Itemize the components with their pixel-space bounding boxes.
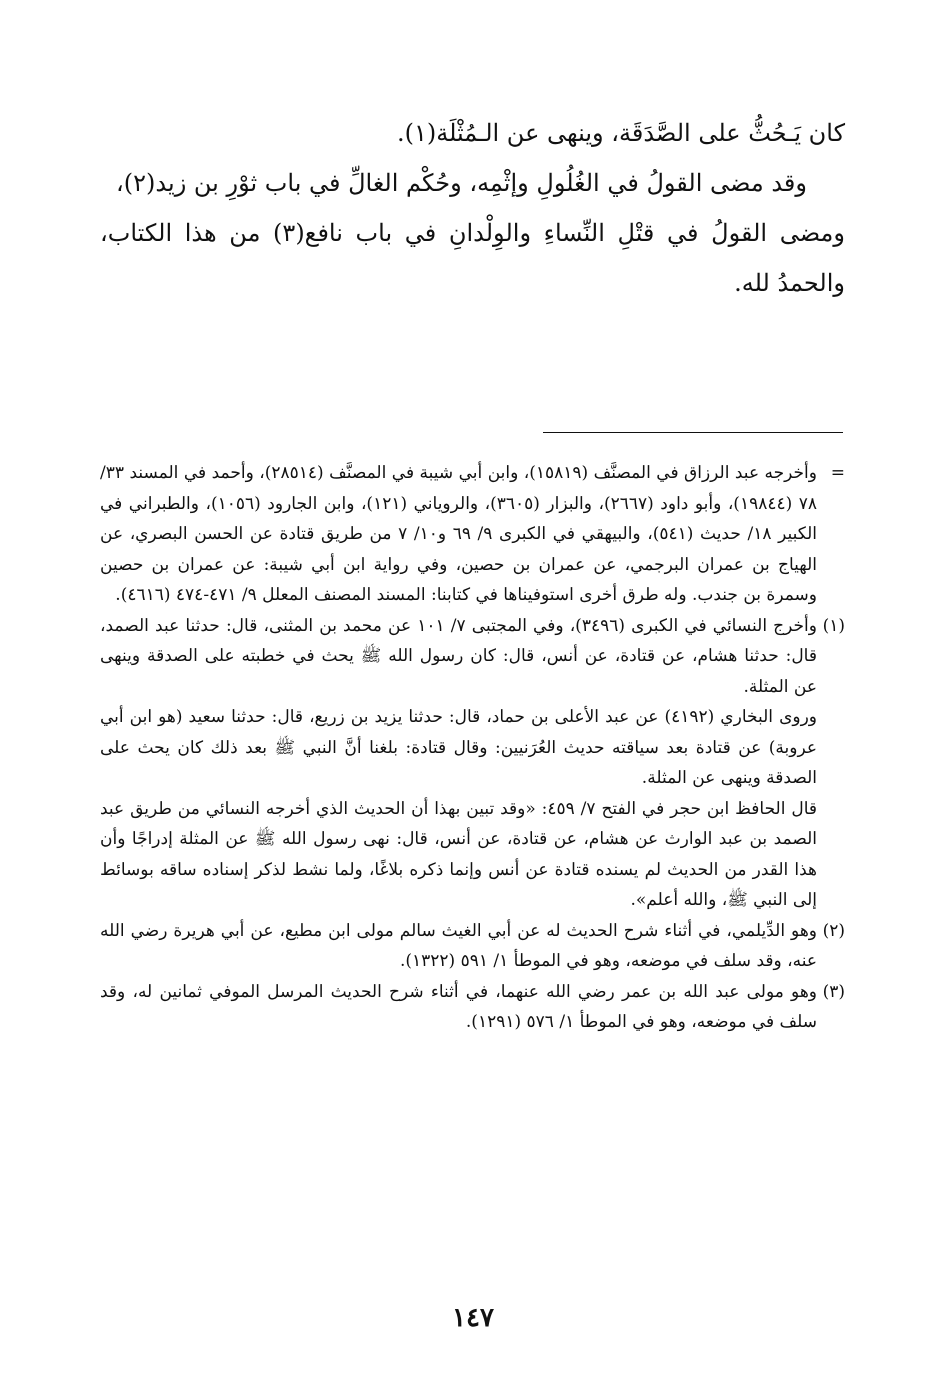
footnote-text: وأخرجه عبد الرزاق في المصنَّف (١٥٨١٩)، وابن أبي شيبة في المصنَّف (٢٨٥١٤)، وأحمد في المسند ٣٣/ ٧٨ (١٩٨٤٤)، وأبو داود (٢٦٦٧)، والبزار (٣٦٠٥)، والروياني (١٢١)، وابن الجارود (١٠٥٦)، والطبراني في الكبير ١٨/ حديث (٥٤١)، والبيهقي في الكبرى ٩/ ٦٩ و١٠/ ٧ من طريق قتادة عن الحسن البصري، عن الهياج بن عمران البرجمي، عن عمران بن حصين، وفي رواية ابن أبي شيبة: عن عمران بن حصين وسمرة بن جندب. وله طرق أخرى استوفيناها في كتابنا: المسند المصنف المعلل ٩/ ٤٧١-٤٧٤ (٤٦١٦). xyxy=(100,463,818,605)
main-paragraph-1: كان يَـحُثُّ على الصَّدَقَة، وينهى عن الـمُثْلَة(١). xyxy=(396,119,845,147)
footnotes xyxy=(100,458,845,1038)
main-text xyxy=(100,108,845,308)
footnote-marker: (٣) xyxy=(822,981,845,1002)
footnote-continuation xyxy=(100,458,845,611)
footnote-body xyxy=(100,916,817,977)
footnote-body xyxy=(100,458,817,611)
footnote-text: وروى البخاري (٤١٩٢) عن عبد الأعلى بن حماد، قال: حدثنا يزيد بن زريع، قال: حدثنا سعيد (هو ابن أبي عروبة) عن قتادة بعد سياقته حديث العُرَنيين: وقال قتادة: بلغنا أنَّ النبي ﷺ بعد ذلك كان يحث على الصدقة وينهى عن المثلة. xyxy=(100,707,817,788)
footnote-text: وهو مولى عبد الله بن عمر رضي الله عنهما، في أثناء شرح الحديث المرسل الموفي ثمانين له، وقد سلف في موضعه، وهو في الموطأ ١/ ٥٧٦ (١٢٩١). xyxy=(100,981,817,1032)
footnote-text: وهو الدِّيلمي، في أثناء شرح الحديث له عن أبي الغيث سالم مولى ابن مطيع، عن أبي هريرة رضي الله عنه، وقد سلف في موضعه، وهو في الموطأ ١/ ٥٩١ (١٣٢٢). xyxy=(100,920,817,971)
main-paragraph-2-line-1: وقد مضى القولُ في الغُلُولِ وإثْمِه، وحُكْم الغالِّ في باب ثوْرِ بن زيد(٢)، xyxy=(116,169,807,197)
footnote-body xyxy=(100,611,817,916)
page-number: ١٤٧ xyxy=(452,1303,494,1333)
footnote-text: وأخرج النسائي في الكبرى (٣٤٩٦)، وفي المجتبى ٧/ ١٠١ عن محمد بن المثنى، قال: حدثنا عبد الصمد، قال: حدثنا هشام، عن قتادة، عن أنس، قال: كان رسول الله ﷺ يحث في خطبته على الصدقة وينهى عن المثلة. xyxy=(100,615,817,697)
footnote-separator xyxy=(543,432,843,433)
footnote-text: قال الحافظ ابن حجر في الفتح ٧/ ٤٥٩: «وقد تبين بهذا أن الحديث الذي أخرجه النسائي من طريق عبد الصمد بن عبد الوارث عن هشام، عن قتادة، عن أنس، قال: نهى رسول الله ﷺ عن المثلة إدراجًا وأن هذا القدر من الحديث لم يسنده قتادة عن أنس وإنما ذكره بلاغًا، ولما نشط لذكر إسناده ساقه بوسائط إلى النبي ﷺ، والله أعلم». xyxy=(100,798,817,910)
footnote-1 xyxy=(100,611,845,916)
main-paragraph-2-line-2: ومضى القولُ في قتْلِ النِّساءِ والوِلْدانِ في باب نافع(٣) من هذا الكتاب، والحمدُ لله. xyxy=(100,219,845,297)
footnote-marker: (١) xyxy=(822,615,845,636)
footnote-3 xyxy=(100,977,845,1038)
footnote-body xyxy=(100,977,817,1038)
footnote-2 xyxy=(100,916,845,977)
footnote-marker: = xyxy=(830,463,845,483)
footnote-marker: (٢) xyxy=(822,920,845,941)
